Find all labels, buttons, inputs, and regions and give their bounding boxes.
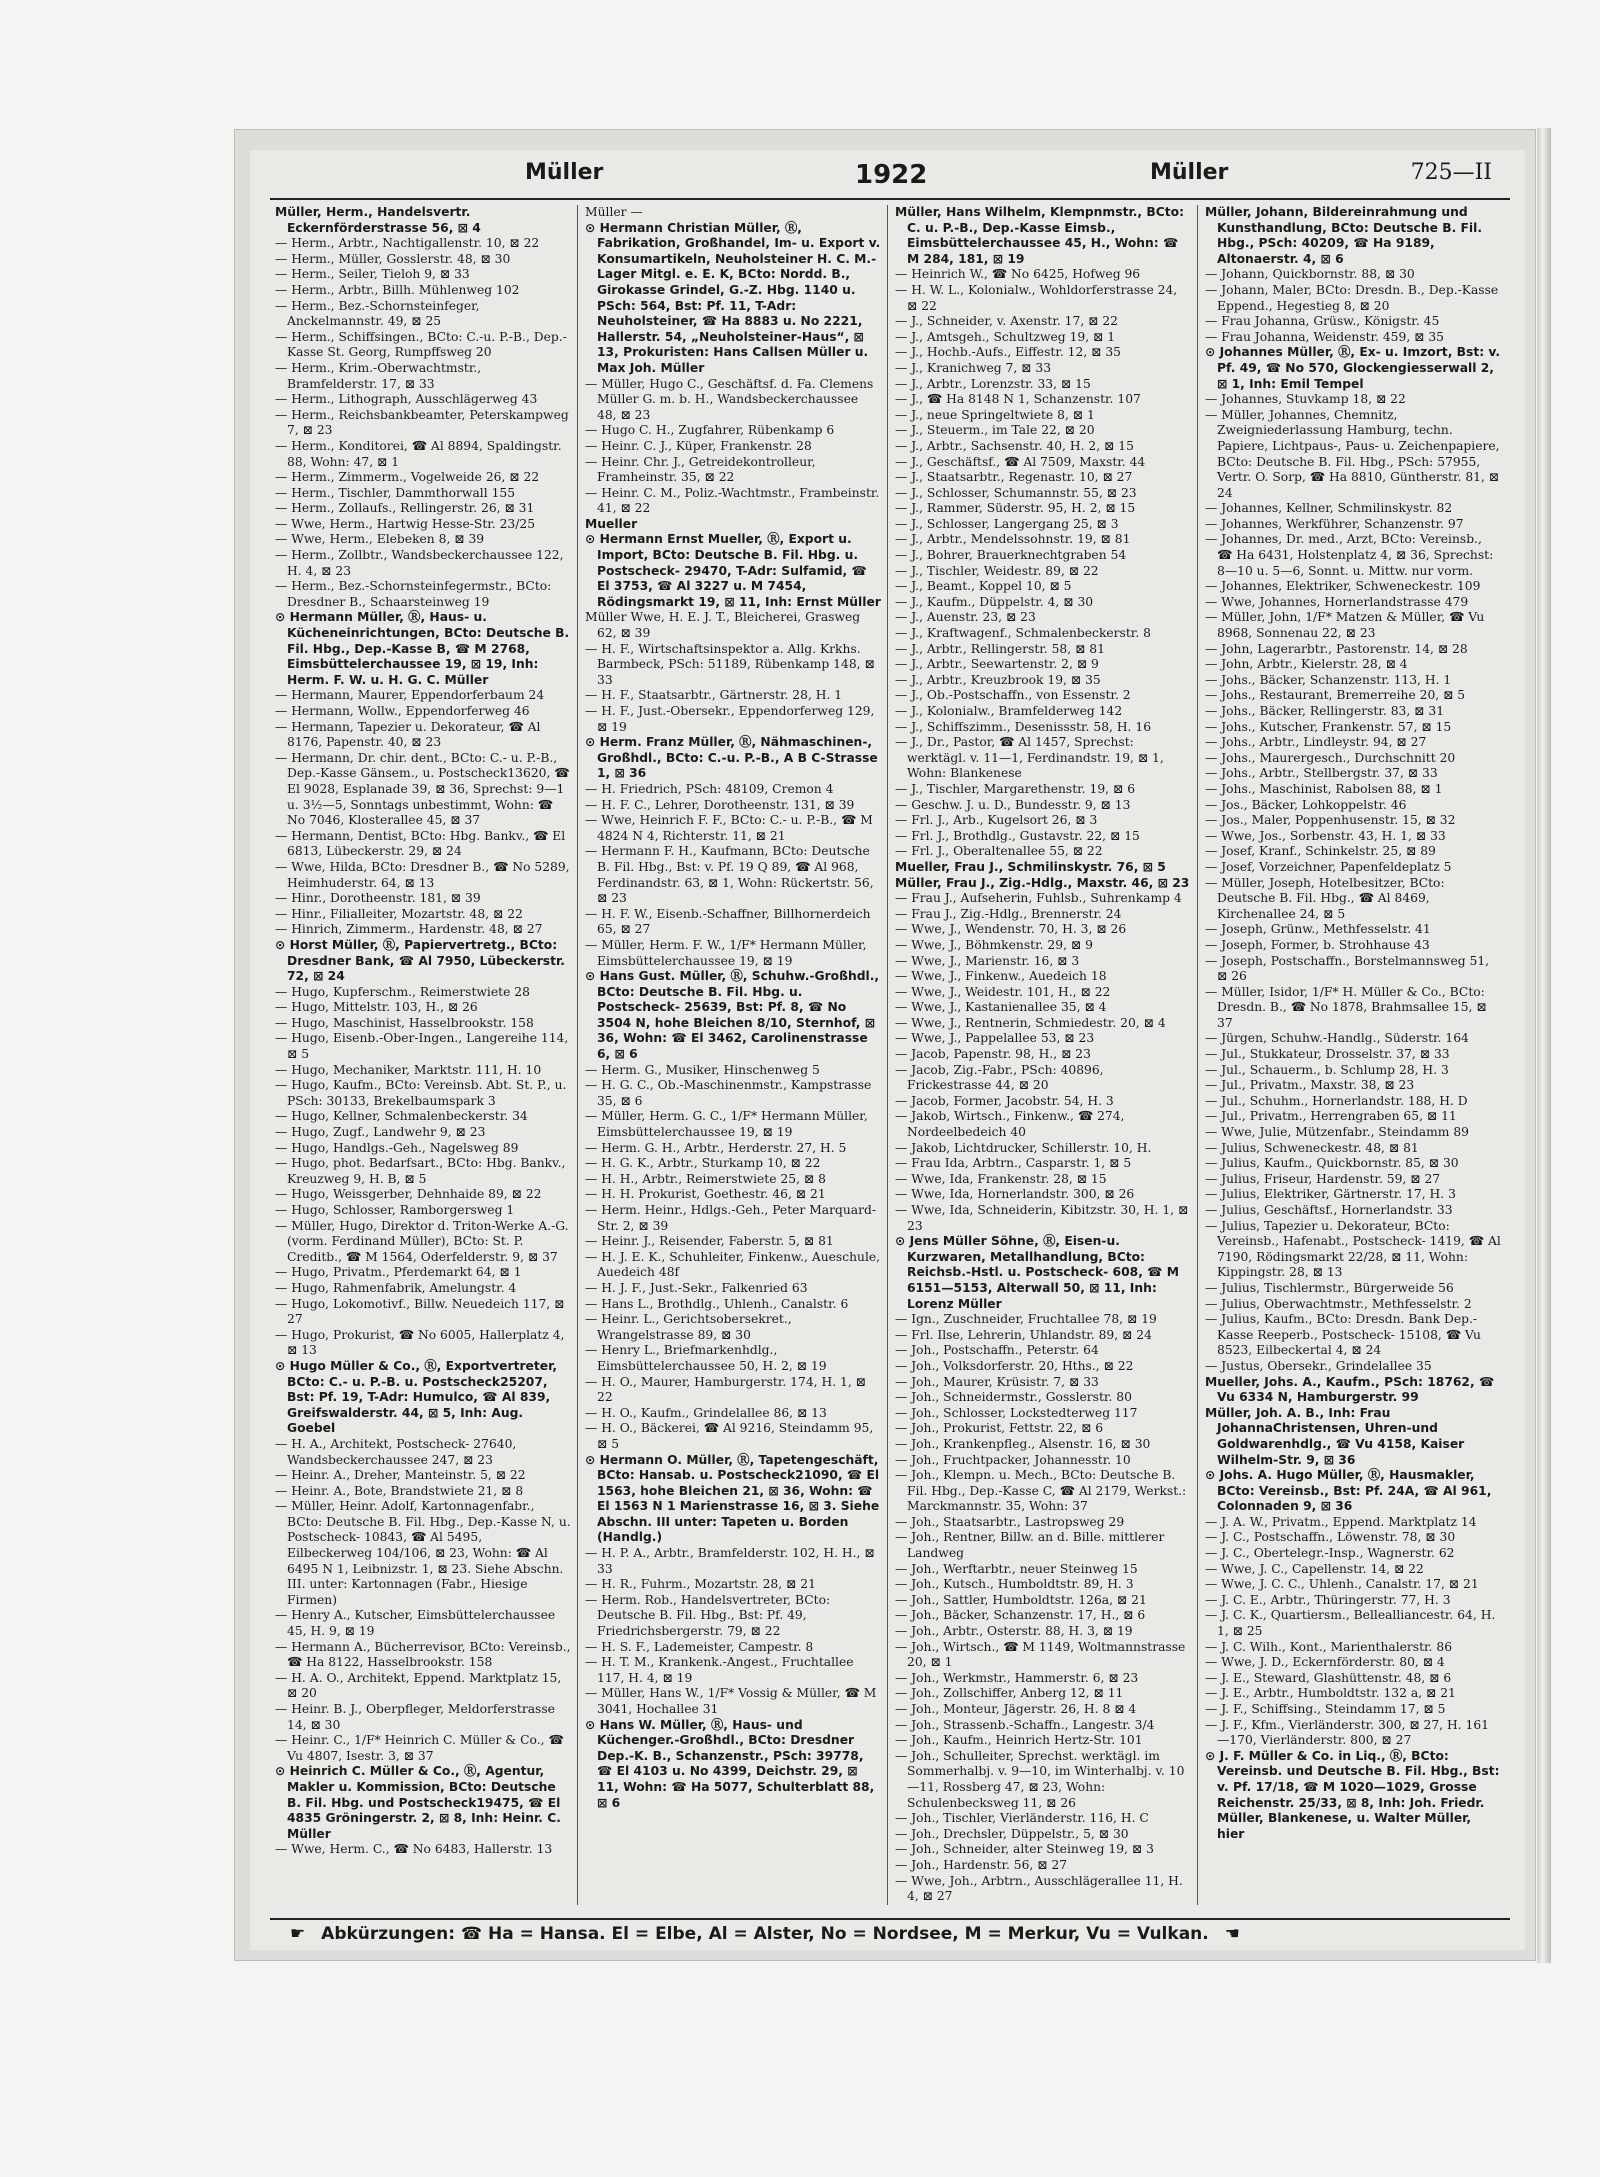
directory-entry: — Jul., Stukkateur, Drosselstr. 37, ⊠ 33 bbox=[1205, 1047, 1450, 1062]
directory-entry: ⊙ Hans W. Müller, Ⓡ, Haus- und Küchenger.-Großhdl., BCto: Dresdner Dep.-K. B., Schanzenstr., PSch: 39778, ☎ El 4103 u. No 4399, Deichstr. 29, ⊠ 11, Wohn: ☎ Ha 5077, Schulterblatt 88, ⊠ 6 bbox=[585, 1717, 875, 1810]
directory-entry: — Herm., Bez.-Schornsteinfegermstr., BCto: Dresdner B., Schaarsteinweg 19 bbox=[275, 579, 552, 609]
directory-entry: — Hermann F. H., Kaufmann, BCto: Deutsche B. Fil. Hbg., Bst: v. Pf. 19 Q 89, ☎ Al 968, Ferdinandstr. 63, ⊠ 1, Wohn: Rückertstr. 56, ⊠ 23 bbox=[585, 844, 874, 906]
directory-entry: — J., Schlosser, Langergang 25, ⊠ 3 bbox=[895, 516, 1119, 531]
directory-entry: — Herm. G., Musiker, Hinschenweg 5 bbox=[585, 1062, 820, 1077]
directory-entry: — H. A. O., Architekt, Eppend. Marktplatz 15, ⊠ 20 bbox=[275, 1670, 562, 1701]
directory-entry: — Jul., Schuhm., Hornerlandstr. 188, H. D bbox=[1205, 1093, 1468, 1108]
page-header bbox=[270, 160, 1510, 196]
directory-entry: — Hugo, Mittelstr. 103, H., ⊠ 26 bbox=[275, 1000, 478, 1015]
directory-column-1 bbox=[275, 205, 571, 1905]
directory-entry: — Herm., Müller, Gosslerstr. 48, ⊠ 30 bbox=[275, 251, 511, 266]
directory-entry: — Wwe, Herm., Elebeken 8, ⊠ 39 bbox=[275, 532, 485, 547]
directory-entry: — Herm., Konditorei, ☎ Al 8894, Spaldingstr. 88, Wohn: 47, ⊠ 1 bbox=[275, 438, 562, 469]
directory-entry: — H. A., Architekt, Postscheck- 27640, Wandsbeckerchaussee 247, ⊠ 23 bbox=[275, 1436, 517, 1467]
directory-entry: — H. T. M., Krankenk.-Angest., Fruchtallee 117, H. 4, ⊠ 19 bbox=[585, 1655, 854, 1685]
directory-entry: — Frau J., Zig.-Hdlg., Brennerstr. 24 bbox=[895, 906, 1122, 921]
directory-entry: — Hugo, Lokomotivf., Billw. Neuedeich 117, ⊠ 27 bbox=[275, 1296, 565, 1327]
directory-entry: — Johs., Arbtr., Lindleystr. 94, ⊠ 27 bbox=[1205, 735, 1427, 750]
directory-entry: — Johannes, Stuvkamp 18, ⊠ 22 bbox=[1205, 392, 1406, 407]
directory-entry: — J., Kranichweg 7, ⊠ 33 bbox=[895, 360, 1052, 375]
directory-entry: — Johs., Maurergesch., Durchschnitt 20 bbox=[1205, 750, 1456, 765]
directory-entry: — Joh., Prokurist, Fettstr. 22, ⊠ 6 bbox=[895, 1421, 1104, 1436]
directory-entry: — Hugo, Mechaniker, Marktstr. 111, H. 10 bbox=[275, 1062, 542, 1077]
directory-entry: ⊙ Horst Müller, Ⓡ, Papiervertretg., BCto: Dresdner Bank, ☎ Al 7950, Lübeckerstr. 72, ⊠ 24 bbox=[275, 937, 565, 984]
abbreviations-footer bbox=[270, 1918, 1510, 1948]
directory-entry: — Julius, Elektriker, Gärtnerstr. 17, H. 3 bbox=[1205, 1187, 1456, 1202]
directory-entry: — Herm., Reichsbankbeamter, Peterskampweg 7, ⊠ 23 bbox=[275, 407, 569, 438]
directory-entry: — Hugo, Zugf., Landwehr 9, ⊠ 23 bbox=[275, 1125, 486, 1140]
directory-entry: — Müller, Hugo C., Geschäftsf. d. Fa. Clemens Müller G. m. b. H., Wandsbeckerchaussee 48, ⊠ 23 bbox=[585, 376, 874, 422]
directory-entry: Müller, Herm., Handelsvertr. Eckernförderstrasse 56, ⊠ 4 bbox=[275, 205, 481, 235]
directory-entry: — Frau Ida, Arbtrn., Casparstr. 1, ⊠ 5 bbox=[895, 1156, 1132, 1171]
directory-entry: — Hinr., Filialleiter, Mozartstr. 48, ⊠ 22 bbox=[275, 906, 523, 921]
directory-columns bbox=[275, 205, 1505, 1910]
directory-entry: — Herm. Rob., Handelsvertreter, BCto: Deutsche B. Fil. Hbg., Bst: Pf. 49, Friedrichsbergerstr. 79, ⊠ 22 bbox=[585, 1592, 831, 1639]
directory-entry: — Julius, Kaufm., Quickbornstr. 85, ⊠ 30 bbox=[1205, 1156, 1459, 1171]
directory-entry: — Herm., Zimmerm., Vogelweide 26, ⊠ 22 bbox=[275, 470, 540, 485]
directory-entry: — Hans L., Brothdlg., Uhlenh., Canalstr. 6 bbox=[585, 1296, 849, 1311]
directory-entry: — Johs., Restaurant, Bremerreihe 20, ⊠ 5 bbox=[1205, 688, 1466, 703]
directory-entry: Mueller bbox=[585, 516, 638, 531]
directory-entry: — Müller, Hans W., 1/F* Vossig & Müller, ☎ M 3041, Hochallee 31 bbox=[585, 1686, 877, 1716]
directory-entry: — J., Arbtr., Kreuzbrook 19, ⊠ 35 bbox=[895, 672, 1101, 687]
directory-entry: — Joh., Wirtsch., ☎ M 1149, Woltmannstrasse 20, ⊠ 1 bbox=[895, 1639, 1186, 1670]
directory-entry: — H. S. F., Lademeister, Campestr. 8 bbox=[585, 1639, 814, 1654]
directory-entry: — J. E., Arbtr., Humboldtstr. 132 a, ⊠ 21 bbox=[1205, 1686, 1456, 1701]
directory-entry: — H. F., Wirtschaftsinspektor a. Allg. Krkhs. Barmbeck, PSch: 51189, Rübenkamp 148, ⊠ 33 bbox=[585, 641, 875, 687]
directory-entry: — Heinr. C. J., Küper, Frankenstr. 28 bbox=[585, 438, 812, 453]
column-divider bbox=[887, 205, 888, 1905]
directory-entry: — Frau Johanna, Weidenstr. 459, ⊠ 35 bbox=[1205, 329, 1445, 344]
directory-entry: — J., Ob.-Postschaffn., von Essenstr. 2 bbox=[895, 688, 1131, 703]
directory-entry: — J. C., Postschaffn., Löwenstr. 78, ⊠ 30 bbox=[1205, 1530, 1456, 1545]
directory-entry: — Josef, Kranf., Schinkelstr. 25, ⊠ 89 bbox=[1205, 844, 1436, 859]
directory-entry: — Heinr. A., Dreher, Manteinstr. 5, ⊠ 22 bbox=[275, 1468, 526, 1483]
directory-entry: — Joh., Schulleiter, Sprechst. werktägl. im Sommerhalbj. v. 9—10, im Winterhalbj. v. 10—11, Rossberg 47, ⊠ 23, Wohn: Schulenbecksweg 11, ⊠ 26 bbox=[895, 1748, 1185, 1810]
directory-entry: ⊙ Heinrich C. Müller & Co., Ⓡ, Agentur, Makler u. Kommission, BCto: Deutsche B. Fil. Hbg. und Postscheck19475, ☎ El 4835 Gröningerstr. 2, ⊠ 8, Inh: Heinr. C. Müller bbox=[275, 1764, 561, 1841]
directory-column-3 bbox=[895, 205, 1191, 1905]
directory-entry: ⊙ Johannes Müller, Ⓡ, Ex- u. Imzort, Bst: v. Pf. 49, ☎ No 570, Glockengiesserwall 2, ⊠ 1, Inh: Emil Tempel bbox=[1205, 345, 1501, 391]
directory-entry: — Joh., Drechsler, Düppelstr., 5, ⊠ 30 bbox=[895, 1826, 1129, 1841]
directory-entry: — Hermann A., Bücherrevisor, BCto: Vereinsb., ☎ Ha 8122, Hasselbrookstr. 158 bbox=[275, 1639, 571, 1670]
directory-entry: ⊙ Hermann O. Müller, Ⓡ, Tapetengeschäft, BCto: Hansab. u. Postscheck21090, ☎ El 1563, hohe Bleichen 21, ⊠ 36, Wohn: ☎ El 1563 N 1 Marienstrasse 16, ⊠ 3. Siehe Abschn. III unter: Tapeten u. Borden (Handlg.) bbox=[585, 1452, 880, 1545]
directory-entry: ⊙ Herm. Franz Müller, Ⓡ, Nähmaschinen-, Großhdl., BCto: C.-u. P.-B., A B C-Strasse 1, ⊠ 36 bbox=[585, 735, 878, 781]
directory-entry: — J., Arbtr., Sachsenstr. 40, H. 2, ⊠ 15 bbox=[895, 438, 1134, 453]
directory-entry: — H. O., Kaufm., Grindelallee 86, ⊠ 13 bbox=[585, 1405, 827, 1420]
directory-entry: — Müller, Johannes, Chemnitz, Zweigniederlassung Hamburg, techn. Papiere, Lichtpaus-, Paus- u. Zeichenpapiere, BCto: Deutsche B. Fil. Hbg., PSch: 57955, Vertr. O. Sorp, ☎ Ha 8810, Güntherstr. 81, ⊠ 24 bbox=[1205, 407, 1500, 500]
directory-entry: — Ign., Zuschneider, Fruchtallee 78, ⊠ 19 bbox=[895, 1312, 1157, 1327]
directory-entry: — Heinr. C., 1/F* Heinrich C. Müller & Co., ☎ Vu 4807, Isestr. 3, ⊠ 37 bbox=[275, 1733, 564, 1763]
directory-entry: — J. C. Wilh., Kont., Marienthalerstr. 86 bbox=[1205, 1639, 1453, 1654]
directory-entry: — J., Schlosser, Schumannstr. 55, ⊠ 23 bbox=[895, 485, 1137, 500]
directory-entry: — Müller, Herm. G. C., 1/F* Hermann Müller, Eimsbüttelerchaussee 19, ⊠ 19 bbox=[585, 1109, 868, 1140]
directory-entry: — J., Arbtr., Seewartenstr. 2, ⊠ 9 bbox=[895, 657, 1099, 672]
directory-entry: Mueller, Johs. A., Kaufm., PSch: 18762, ☎ Vu 6334 N, Hamburgerstr. 99 bbox=[1205, 1374, 1495, 1405]
directory-entry: — Herm. Heinr., Hdlgs.-Geh., Peter Marquard-Str. 2, ⊠ 39 bbox=[585, 1203, 877, 1233]
directory-entry: — Heinr. Chr. J., Getreidekontrolleur, Framheinstr. 35, ⊠ 22 bbox=[585, 454, 816, 485]
directory-entry: — J., Schneider, v. Axenstr. 17, ⊠ 22 bbox=[895, 314, 1118, 329]
directory-entry: — Joh., Kaufm., Heinrich Hertz-Str. 101 bbox=[895, 1733, 1143, 1748]
directory-entry: — Herm., Lithograph, Ausschlägerweg 43 bbox=[275, 392, 538, 407]
directory-entry: — Hugo, Kupferschm., Reimerstwiete 28 bbox=[275, 984, 530, 999]
directory-entry: — J., Geschäftsf., ☎ Al 7509, Maxstr. 44 bbox=[895, 454, 1146, 469]
directory-entry: — John, Lagerarbtr., Pastorenstr. 14, ⊠ 28 bbox=[1205, 641, 1468, 656]
directory-entry: — Johannes, Kellner, Schmilinskystr. 82 bbox=[1205, 501, 1453, 516]
directory-entry: — Hugo, Schlosser, Ramborgersweg 1 bbox=[275, 1203, 515, 1217]
directory-entry: — H. Friedrich, PSch: 48109, Cremon 4 bbox=[585, 781, 834, 796]
directory-entry: — Joh., Bäcker, Schanzenstr. 17, H., ⊠ 6 bbox=[895, 1608, 1146, 1623]
directory-entry: — Herm. G. H., Arbtr., Herderstr. 27, H. 5 bbox=[585, 1140, 847, 1155]
directory-entry: — Hugo, Kaufm., BCto: Vereinsb. Abt. St. P., u. PSch: 30133, Brekelbaumspark 3 bbox=[275, 1078, 567, 1108]
directory-entry: Mueller, Frau J., Schmilinskystr. 76, ⊠ 5 bbox=[895, 859, 1166, 874]
directory-entry: — J., Amtsgeh., Schultzweg 19, ⊠ 1 bbox=[895, 329, 1116, 344]
directory-entry: — Jürgen, Schuhw.-Handlg., Süderstr. 164 bbox=[1205, 1031, 1469, 1046]
directory-entry: — J., Tischler, Weidestr. 89, ⊠ 22 bbox=[895, 563, 1099, 578]
directory-entry: — Julius, Oberwachtmstr., Methfesselstr. 2 bbox=[1205, 1296, 1472, 1311]
directory-entry: — Heinrich W., ☎ No 6425, Hofweg 96 bbox=[895, 267, 1141, 282]
directory-entry: — Heinr. L., Gerichtsobersekret., Wrangelstrasse 89, ⊠ 30 bbox=[585, 1312, 792, 1342]
directory-entry: — Herm., Krim.-Oberwachtmstr., Bramfelderstr. 17, ⊠ 33 bbox=[275, 360, 482, 391]
directory-entry: — H. P. A., Arbtr., Bramfelderstr. 102, H. H., ⊠ 33 bbox=[585, 1546, 875, 1576]
directory-entry: — H. J. E. K., Schuhleiter, Finkenw., Aueschule, Auedeich 48f bbox=[585, 1249, 881, 1280]
directory-entry: — J. C. K., Quartiersm., Bellealliancestr. 64, H. 1, ⊠ 25 bbox=[1205, 1608, 1496, 1639]
directory-entry: — Joseph, Grünw., Methfesselstr. 41 bbox=[1205, 922, 1431, 937]
directory-entry: — J. C., Obertelegr.-Insp., Wagnerstr. 62 bbox=[1205, 1546, 1455, 1561]
directory-entry: — Wwe, J., Rentnerin, Schmiedestr. 20, ⊠ 4 bbox=[895, 1015, 1166, 1030]
directory-entry: — Henry A., Kutscher, Eimsbüttelerchaussee 45, H. 9, ⊠ 19 bbox=[275, 1608, 556, 1639]
directory-entry: — Hinrich, Zimmerm., Hardenstr. 48, ⊠ 27 bbox=[275, 922, 543, 937]
abbreviations-text: Abkürzungen: ☎ Ha = Hansa. El = Elbe, Al = Alster, No = Nordsee, M = Merkur, Vu = Vulkan. bbox=[321, 1924, 1209, 1944]
directory-entry: — Wwe, J., Finkenw., Auedeich 18 bbox=[895, 969, 1107, 984]
directory-entry: — Hinr., Dorotheenstr. 181, ⊠ 39 bbox=[275, 891, 481, 906]
directory-entry: — Jacob, Zig.-Fabr., PSch: 40896, Frickestrasse 44, ⊠ 20 bbox=[895, 1062, 1104, 1093]
directory-entry: Müller, Frau J., Zig.-Hdlg., Maxstr. 46, ⊠ 23 bbox=[895, 875, 1190, 890]
directory-entry: — Josef, Vorzeichner, Papenfeldeplatz 5 bbox=[1205, 859, 1452, 874]
directory-entry: — Wwe, J., Böhmkenstr. 29, ⊠ 9 bbox=[895, 937, 1093, 952]
directory-entry: — Julius, Geschäftsf., Hornerlandstr. 33 bbox=[1205, 1203, 1453, 1217]
directory-entry: — Wwe, Jos., Sorbenstr. 43, H. 1, ⊠ 33 bbox=[1205, 828, 1446, 843]
directory-entry: — J., Arbtr., Mendelssohnstr. 19, ⊠ 81 bbox=[895, 532, 1131, 547]
directory-entry: — Heinr. J., Reisender, Faberstr. 5, ⊠ 81 bbox=[585, 1234, 834, 1249]
directory-entry: — Johs., Bäcker, Schanzenstr. 113, H. 1 bbox=[1205, 672, 1452, 687]
directory-entry: — J. F., Schiffsing., Steindamm 17, ⊠ 5 bbox=[1205, 1702, 1446, 1716]
directory-entry: — J., Kaufm., Düppelstr. 4, ⊠ 30 bbox=[895, 594, 1094, 609]
directory-entry: — Julius, Tischlermstr., Bürgerweide 56 bbox=[1205, 1280, 1454, 1295]
directory-entry: — J. F., Kfm., Vierländerstr. 300, ⊠ 27, H. 161—170, Vierländerstr. 800, ⊠ 27 bbox=[1205, 1717, 1490, 1748]
directory-entry: — Joh., Kutsch., Humboldtstr. 89, H. 3 bbox=[895, 1577, 1134, 1592]
directory-entry: — Justus, Obersekr., Grindelallee 35 bbox=[1205, 1358, 1432, 1373]
directory-entry: — Joh., Klempn. u. Mech., BCto: Deutsche B. Fil. Hbg., Dep.-Kasse C, ☎ Al 2179, Werkst.: Marckmannstr. 35, Wohn: 37 bbox=[895, 1468, 1187, 1514]
directory-entry: — Müller, Hugo, Direktor d. Triton-Werke A.-G. (vorm. Ferdinand Müller), BCto: St. P. Creditb., ☎ M 1564, Oderfelderstr. 9, ⊠ 37 bbox=[275, 1218, 569, 1264]
directory-entry: — Herm., Bez.-Schornsteinfeger, Anckelmannstr. 49, ⊠ 25 bbox=[275, 298, 480, 329]
directory-entry: — Joh., Sattler, Humboldtstr. 126a, ⊠ 21 bbox=[895, 1592, 1147, 1607]
directory-entry: — Wwe, J., Wendenstr. 70, H. 3, ⊠ 26 bbox=[895, 922, 1127, 937]
directory-entry: — J., Kolonialw., Bramfelderweg 142 bbox=[895, 704, 1123, 718]
directory-entry: — J., Beamt., Koppel 10, ⊠ 5 bbox=[895, 579, 1072, 594]
directory-entry: — H. F., Staatsarbtr., Gärtnerstr. 28, H. 1 bbox=[585, 688, 843, 703]
directory-entry: — Joh., Staatsarbtr., Lastropsweg 29 bbox=[895, 1514, 1125, 1529]
directory-entry: — Joh., Werkmstr., Hammerstr. 6, ⊠ 23 bbox=[895, 1670, 1139, 1685]
header-right-name: Müller bbox=[1150, 160, 1229, 185]
directory-entry: — Joh., Monteur, Jägerstr. 26, H. 8 ⊠ 4 bbox=[895, 1702, 1137, 1716]
directory-entry: — J., Auenstr. 23, ⊠ 23 bbox=[895, 610, 1036, 625]
directory-entry: — Frl. Ilse, Lehrerin, Uhlandstr. 89, ⊠ 24 bbox=[895, 1327, 1152, 1342]
directory-entry: — Johs., Kutscher, Frankenstr. 57, ⊠ 15 bbox=[1205, 719, 1452, 734]
directory-entry: — J., Rammer, Süderstr. 95, H. 2, ⊠ 15 bbox=[895, 501, 1136, 516]
directory-entry: — J., Steuerm., im Tale 22, ⊠ 20 bbox=[895, 423, 1095, 438]
directory-entry: — Herm., Seiler, Tieloh 9, ⊠ 33 bbox=[275, 267, 470, 282]
directory-entry: — H. J. F., Just.-Sekr., Falkenried 63 bbox=[585, 1280, 808, 1295]
directory-entry: ⊙ J. F. Müller & Co. in Liq., Ⓡ, BCto: Vereinsb. und Deutsche B. Fil. Hbg., Bst: v. Pf. 17/18, ☎ M 1020—1029, Grosse Reichenstr. 25/33, ⊠ 8, Inh: Joh. Friedr. Müller, Blankenese, u. Walter Müller, hier bbox=[1205, 1748, 1500, 1841]
directory-entry: — Joh., Fruchtpacker, Johannesstr. 10 bbox=[895, 1452, 1131, 1467]
directory-entry: — H. H., Arbtr., Reimerstwiete 25, ⊠ 8 bbox=[585, 1171, 826, 1186]
header-rule bbox=[270, 198, 1510, 200]
directory-entry: — J. A. W., Privatm., Eppend. Marktplatz 14 bbox=[1205, 1514, 1477, 1529]
directory-entry: — Johs., Bäcker, Rellingerstr. 83, ⊠ 31 bbox=[1205, 704, 1445, 718]
directory-entry: Müller, Hans Wilhelm, Klempnmstr., BCto: C. u. P.-B., Dep.-Kasse Eimsb., Eimsbüttelerchaussee 45, H., Wohn: ☎ M 284, 181, ⊠ 19 bbox=[895, 205, 1185, 266]
directory-entry: — Hermann, Dr. chir. dent., BCto: C.- u. P.-B., Dep.-Kasse Gänsem., u. Postscheck13620, ☎ El 9028, Esplanade 39, ⊠ 36, Sprechst: 9—1 u. 3½—5, Sonntags unbestimmt, Wohn: ☎ No 7046, Klosterallee 45, ⊠ 37 bbox=[275, 750, 570, 828]
directory-entry: — Jacob, Papenstr. 98, H., ⊠ 23 bbox=[895, 1047, 1091, 1062]
directory-column-2 bbox=[585, 205, 881, 1905]
directory-entry: — Herm., Schiffsingen., BCto: C.-u. P.-B., Dep.-Kasse St. Georg, Rumpffsweg 20 bbox=[275, 329, 567, 360]
directory-entry: — Joh., Schneider, alter Steinweg 19, ⊠ 3 bbox=[895, 1842, 1154, 1857]
directory-entry: — Heinr. A., Bote, Brandstwiete 21, ⊠ 8 bbox=[275, 1483, 524, 1498]
directory-entry: — J., Tischler, Margarethenstr. 19, ⊠ 6 bbox=[895, 781, 1136, 796]
directory-entry: — Johs., Maschinist, Rabolsen 88, ⊠ 1 bbox=[1205, 781, 1443, 796]
directory-entry: — H. F. W., Eisenb.-Schaffner, Billhornerdeich 65, ⊠ 27 bbox=[585, 906, 871, 937]
directory-entry: — Johannes, Dr. med., Arzt, BCto: Vereinsb., ☎ Ha 6431, Holstenplatz 4, ⊠ 36, Sprechst: 8—10 u. 5—6, Sonnt. u. Mittw. nur vorm. bbox=[1205, 532, 1494, 578]
directory-entry: — Müller, Isidor, 1/F* H. Müller & Co., BCto: Dresdn. B., ☎ No 1878, Brahmsallee 15, ⊠ 37 bbox=[1205, 984, 1487, 1030]
directory-entry: — Hugo, Kellner, Schmalenbeckerstr. 34 bbox=[275, 1109, 528, 1124]
directory-entry: — Wwe, Ida, Frankenstr. 28, ⊠ 15 bbox=[895, 1171, 1107, 1186]
directory-entry: — J., Staatsarbtr., Regenastr. 10, ⊠ 27 bbox=[895, 470, 1133, 485]
directory-entry: — J., Arbtr., Rellingerstr. 58, ⊠ 81 bbox=[895, 641, 1105, 656]
directory-entry: — H. O., Maurer, Hamburgerstr. 174, H. 1, ⊠ 22 bbox=[585, 1374, 866, 1405]
directory-entry: — Jacob, Former, Jacobstr. 54, H. 3 bbox=[895, 1093, 1114, 1108]
directory-entry: — Heinr. C. M., Poliz.-Wachtmstr., Frambeinstr. 41, ⊠ 22 bbox=[585, 485, 880, 516]
directory-entry: — Joh., Zollschiffer, Anberg 12, ⊠ 11 bbox=[895, 1686, 1124, 1701]
directory-entry: — Müller, John, 1/F* Matzen & Müller, ☎ Vu 8968, Sonnenau 22, ⊠ 23 bbox=[1205, 610, 1485, 641]
column-divider bbox=[1197, 205, 1198, 1905]
directory-entry: ⊙ Hermann Ernst Mueller, Ⓡ, Export u. Import, BCto: Deutsche B. Fil. Hbg. u. Postscheck- 29470, T-Adr: Sulfamid, ☎ El 3753, ☎ Al 3227 u. M 7454, Rödingsmarkt 19, ⊠ 11, Inh: Ernst Müller bbox=[585, 532, 881, 609]
column-divider bbox=[577, 205, 578, 1905]
directory-entry: — H. W. L., Kolonialw., Wohldorferstrasse 24, ⊠ 22 bbox=[895, 282, 1178, 313]
directory-entry: — Julius, Kaufm., BCto: Dresdn. Bank Dep.-Kasse Reeperb., Postscheck- 15108, ☎ Vu 8523, Eilbeckertal 4, ⊠ 24 bbox=[1205, 1312, 1481, 1358]
directory-entry: — Frau J., Aufseherin, Fuhlsb., Suhrenkamp 4 bbox=[895, 891, 1182, 906]
directory-entry: — J., ☎ Ha 8148 N 1, Schanzenstr. 107 bbox=[895, 392, 1141, 407]
directory-entry: Müller — bbox=[585, 205, 643, 219]
directory-entry: ⊙ Hugo Müller & Co., Ⓡ, Exportvertreter, BCto: C.- u. P.-B. u. Postscheck25207, Bst: Pf. 19, T-Adr: Humulco, ☎ Al 839, Greifswalderstr. 44, ⊠ 5, Inh: Aug. Goebel bbox=[275, 1358, 557, 1436]
directory-entry: — Wwe, Joh., Arbtrn., Ausschlägerallee 11, H. 4, ⊠ 27 bbox=[895, 1873, 1183, 1904]
directory-entry: — Joh., Tischler, Vierländerstr. 116, H. C bbox=[895, 1811, 1149, 1826]
directory-entry: — J., Arbtr., Lorenzstr. 33, ⊠ 15 bbox=[895, 376, 1091, 391]
directory-entry: — Jul., Schauerm., b. Schlump 28, H. 3 bbox=[1205, 1062, 1449, 1077]
directory-entry: — Wwe, Herm. C., ☎ No 6483, Hallerstr. 13 bbox=[275, 1842, 553, 1857]
pointing-hand-icon: ☛ bbox=[290, 1924, 306, 1944]
directory-entry: — Jul., Privatm., Maxstr. 38, ⊠ 23 bbox=[1205, 1078, 1415, 1093]
directory-column-4 bbox=[1205, 205, 1501, 1905]
directory-entry: Müller Wwe, H. E. J. T., Bleicherei, Grasweg 62, ⊠ 39 bbox=[585, 610, 861, 641]
directory-entry: — Johann, Maler, BCto: Dresdn. B., Dep.-Kasse Eppend., Hegestieg 8, ⊠ 20 bbox=[1205, 282, 1499, 313]
directory-entry: — Wwe, Hilda, BCto: Dresdner B., ☎ No 5289, Heimhuderstr. 64, ⊠ 13 bbox=[275, 859, 570, 890]
directory-entry: — Heinr. B. J., Oberpfleger, Meldorferstrasse 14, ⊠ 30 bbox=[275, 1702, 555, 1732]
directory-entry: — Wwe, J. C. C., Uhlenh., Canalstr. 17, ⊠ 21 bbox=[1205, 1577, 1479, 1592]
directory-entry: — Hugo, Rahmenfabrik, Amelungstr. 4 bbox=[275, 1280, 517, 1295]
header-left-name: Müller bbox=[525, 160, 604, 185]
directory-entry: — Müller, Heinr. Adolf, Kartonnagenfabr., BCto: Deutsche B. Fil. Hbg., Dep.-Kasse N, u. Postscheck- 10843, ☎ Al 5495, Eilbeckerweg 104/106, ⊠ 23, Wohn: ☎ Al 6495 N 1, Leibnizstr. 1, ⊠ 23. Siehe Abschn. III. unter: Kartonnagen (Fabr., Hiesige Firmen) bbox=[275, 1499, 571, 1607]
directory-entry: — Wwe, Heinrich F. F., BCto: C.- u. P.-B., ☎ M 4824 N 4, Richterstr. 11, ⊠ 21 bbox=[585, 813, 873, 843]
header-year: 1922 bbox=[855, 160, 928, 190]
page-number: 725—II bbox=[1410, 160, 1492, 185]
directory-entry: — Joh., Postschaffn., Peterstr. 64 bbox=[895, 1343, 1099, 1358]
page-edge bbox=[1537, 128, 1551, 1963]
directory-entry: — Wwe, J., Kastanienallee 35, ⊠ 4 bbox=[895, 1000, 1107, 1015]
directory-entry: — H. O., Bäckerei, ☎ Al 9216, Steindamm 95, ⊠ 5 bbox=[585, 1421, 874, 1451]
directory-entry: — Johannes, Elektriker, Schweneckestr. 109 bbox=[1205, 579, 1481, 594]
directory-entry: — Julius, Tapezier u. Dekorateur, BCto: Vereinsb., Hafenabt., Postscheck- 1419, ☎ Al 7190, Rödingsmarkt 22/28, ⊠ 11, Wohn: Kippingstr. 28, ⊠ 13 bbox=[1205, 1218, 1501, 1280]
directory-entry: — H. G. C., Ob.-Maschinenmstr., Kampstrasse 35, ⊠ 6 bbox=[585, 1078, 872, 1108]
directory-entry: — Wwe, J., Weidestr. 101, H., ⊠ 22 bbox=[895, 984, 1111, 999]
directory-entry: — Hermann, Tapezier u. Dekorateur, ☎ Al 8176, Papenstr. 40, ⊠ 23 bbox=[275, 719, 541, 750]
directory-entry: — Hugo C. H., Zugfahrer, Rübenkamp 6 bbox=[585, 423, 835, 438]
directory-entry: — Jos., Maler, Poppenhusenstr. 15, ⊠ 32 bbox=[1205, 813, 1456, 828]
directory-entry: — Wwe, Julie, Mützenfabr., Steindamm 89 bbox=[1205, 1125, 1469, 1140]
directory-entry: ⊙ Hermann Müller, Ⓡ, Haus- u. Kücheneinrichtungen, BCto: Deutsche B. Fil. Hbg., Dep.-Kasse B, ☎ M 2768, Eimsbüttelerchaussee 19, ⊠ 19, Inh: Herm. F. W. u. H. G. C. Müller bbox=[275, 610, 570, 687]
directory-entry: — Hugo, Privatm., Pferdemarkt 64, ⊠ 1 bbox=[275, 1265, 522, 1280]
directory-entry: — Frl. J., Oberaltenallee 55, ⊠ 22 bbox=[895, 844, 1103, 859]
directory-entry: — Joh., Schlosser, Lockstedterweg 117 bbox=[895, 1405, 1138, 1420]
directory-entry: — Joseph, Former, b. Strohhause 43 bbox=[1205, 937, 1430, 952]
directory-entry: — Wwe, Herm., Hartwig Hesse-Str. 23/25 bbox=[275, 516, 536, 531]
directory-entry: — Hermann, Dentist, BCto: Hbg. Bankv., ☎ El 6813, Lübeckerstr. 29, ⊠ 24 bbox=[275, 828, 566, 859]
directory-entry: ⊙ Hans Gust. Müller, Ⓡ, Schuhw.-Großhdl., BCto: Deutsche B. Fil. Hbg. u. Postscheck- 25639, Bst: Pf. 8, ☎ No 3504 N, hohe Bleichen 8/10, Sternhof, ⊠ 36, Wohn: ☎ El 3462, Carolinenstrasse 6, ⊠ 6 bbox=[585, 969, 880, 1062]
directory-entry: — Müller, Herm. F. W., 1/F* Hermann Müller, Eimsbüttelerchaussee 19, ⊠ 19 bbox=[585, 937, 867, 968]
directory-entry: — Joh., Rentner, Billw. an d. Bille. mittlerer Landweg bbox=[895, 1530, 1165, 1561]
directory-entry: — Herm., Zollbtr., Wandsbeckerchaussee 122, H. 4, ⊠ 23 bbox=[275, 548, 564, 578]
directory-entry: — H. H. Prokurist, Goethestr. 46, ⊠ 21 bbox=[585, 1187, 826, 1202]
directory-entry: — Joh., Krankenpfleg., Alsenstr. 16, ⊠ 30 bbox=[895, 1436, 1151, 1451]
directory-entry: — Hugo, Prokurist, ☎ No 6005, Hallerplatz 4, ⊠ 13 bbox=[275, 1327, 565, 1358]
directory-entry: — Julius, Friseur, Hardenstr. 59, ⊠ 27 bbox=[1205, 1171, 1441, 1186]
directory-entry: — H. F., Just.-Obersekr., Eppendorferweg 129, ⊠ 19 bbox=[585, 704, 875, 734]
directory-entry: — Joh., Volksdorferstr. 20, Hths., ⊠ 22 bbox=[895, 1358, 1134, 1373]
directory-entry: — J., Hochb.-Aufs., Eiffestr. 12, ⊠ 35 bbox=[895, 345, 1122, 360]
directory-entry: — Joseph, Postschaffn., Borstelmannsweg 51, ⊠ 26 bbox=[1205, 953, 1490, 984]
directory-entry: — Joh., Schneidermstr., Gosslerstr. 80 bbox=[895, 1390, 1132, 1405]
directory-entry: — Joh., Strassenb.-Schaffn., Langestr. 3/4 bbox=[895, 1717, 1155, 1732]
directory-entry: — Johann, Quickbornstr. 88, ⊠ 30 bbox=[1205, 267, 1415, 282]
directory-entry: — Jos., Bäcker, Lohkoppelstr. 46 bbox=[1205, 797, 1407, 812]
directory-entry: — Johannes, Werkführer, Schanzenstr. 97 bbox=[1205, 516, 1464, 531]
directory-entry: — J. C. E., Arbtr., Thüringerstr. 77, H. 3 bbox=[1205, 1592, 1451, 1607]
directory-entry: — Jul., Privatm., Herrengraben 65, ⊠ 11 bbox=[1205, 1109, 1457, 1124]
directory-entry: — Frl. J., Arb., Kugelsort 26, ⊠ 3 bbox=[895, 813, 1098, 828]
directory-entry: — Hugo, Weissgerber, Dehnhaide 89, ⊠ 22 bbox=[275, 1187, 542, 1202]
directory-entry: — Hermann, Wollw., Eppendorferweg 46 bbox=[275, 704, 530, 718]
directory-entry: Müller, Johann, Bildereinrahmung und Kunsthandlung, BCto: Deutsche B. Fil. Hbg., PSch: 40209, ☎ Ha 9189, Altonaerstr. 4, ⊠ 6 bbox=[1205, 205, 1483, 266]
directory-entry: — H. F. C., Lehrer, Dorotheenstr. 131, ⊠ 39 bbox=[585, 797, 855, 812]
directory-entry: — Hugo, Handlgs.-Geh., Nagelsweg 89 bbox=[275, 1140, 519, 1155]
pointing-hand-icon: ☚ bbox=[1224, 1924, 1240, 1944]
directory-entry: ⊙ Jens Müller Söhne, Ⓡ, Eisen-u. Kurzwaren, Metallhandlung, BCto: Reichsb.-Hstl. u. Postscheck- 608, ☎ M 6151—5153, Alterwall 50, ⊠ 11, Inh: Lorenz Müller bbox=[895, 1234, 1179, 1311]
directory-entry: ⊙ Johs. A. Hugo Müller, Ⓡ, Hausmakler, BCto: Vereinsb., Bst: Pf. 24A, ☎ Al 961, Colonnaden 9, ⊠ 36 bbox=[1205, 1468, 1492, 1514]
directory-entry: — Henry L., Briefmarkenhdlg., Eimsbüttelerchaussee 50, H. 2, ⊠ 19 bbox=[585, 1343, 827, 1373]
directory-entry: — Herm., Arbtr., Billh. Mühlenweg 102 bbox=[275, 282, 520, 297]
directory-entry: — Frau Johanna, Grüsw., Königstr. 45 bbox=[1205, 314, 1440, 329]
directory-entry: — Joh., Werftarbtr., neuer Steinweg 15 bbox=[895, 1561, 1138, 1576]
directory-entry: — Hermann, Maurer, Eppendorferbaum 24 bbox=[275, 688, 545, 703]
directory-entry: — Hugo, phot. Bedarfsart., BCto: Hbg. Bankv., Kreuzweg 9, H. B, ⊠ 5 bbox=[275, 1156, 566, 1186]
directory-entry: — Herm., Arbtr., Nachtigallenstr. 10, ⊠ 22 bbox=[275, 236, 540, 251]
directory-entry: — J., Dr., Pastor, ☎ Al 1457, Sprechst: werktägl. v. 11—1, Ferdinandstr. 19, ⊠ 1, Wohn: Blankenese bbox=[895, 735, 1164, 781]
directory-entry: — J., Kraftwagenf., Schmalenbeckerstr. 8 bbox=[895, 626, 1151, 641]
directory-entry: — J., Schiffszimm., Desenissstr. 58, H. 16 bbox=[895, 719, 1152, 734]
directory-entry: — Wwe, J., Marienstr. 16, ⊠ 3 bbox=[895, 953, 1080, 968]
directory-entry: — J., neue Springeltwiete 8, ⊠ 1 bbox=[895, 407, 1095, 422]
directory-entry: — Hugo, Eisenb.-Ober-Ingen., Langereihe 114, ⊠ 5 bbox=[275, 1031, 569, 1062]
directory-entry: — Joh., Hardenstr. 56, ⊠ 27 bbox=[895, 1857, 1068, 1872]
directory-entry: — Wwe, J., Pappelallee 53, ⊠ 23 bbox=[895, 1031, 1095, 1046]
directory-entry: — H. G. K., Arbtr., Sturkamp 10, ⊠ 22 bbox=[585, 1156, 821, 1171]
directory-entry: — Wwe, Johannes, Hornerlandstrasse 479 bbox=[1205, 594, 1469, 609]
directory-entry: — Frl. J., Brothdlg., Gustavstr. 22, ⊠ 15 bbox=[895, 828, 1140, 843]
directory-entry: — Jakob, Lichtdrucker, Schillerstr. 10, H. bbox=[895, 1140, 1152, 1155]
directory-entry: — Müller, Joseph, Hotelbesitzer, BCto: Deutsche B. Fil. Hbg., ☎ Al 8469, Kirchenallee 24, ⊠ 5 bbox=[1205, 875, 1445, 921]
directory-entry: — Wwe, Ida, Schneiderin, Kibitzstr. 30, H. 1, ⊠ 23 bbox=[895, 1203, 1189, 1233]
directory-entry: — Wwe, J. D., Eckernförderstr. 80, ⊠ 4 bbox=[1205, 1655, 1445, 1670]
directory-entry: — J. E., Steward, Glashüttenstr. 48, ⊠ 6 bbox=[1205, 1670, 1452, 1685]
directory-entry: ⊙ Hermann Christian Müller, Ⓡ, Fabrikation, Großhandel, Im- u. Export v. Konsumartikeln, Neuholsteiner H. C. M.-Lager Mitgl. e. E. K, BCto: Nordd. B., Girokasse Grindel, G.-Z. Hbg. 1140 u. PSch: 564, Bst: Pf. 11, T-Adr: Neuholsteiner, ☎ Ha 8883 u. No 2221, Hallerstr. 54, „Neuholsteiner-Haus“, ⊠ 13, Prokuristen: Hans Callsen Müller u. Max Joh. Müller bbox=[585, 220, 881, 375]
directory-entry: — Joh., Maurer, Krüsistr. 7, ⊠ 33 bbox=[895, 1374, 1099, 1389]
directory-entry: — Johs., Arbtr., Stellbergstr. 37, ⊠ 33 bbox=[1205, 766, 1438, 781]
directory-entry: — Wwe, J. C., Capellenstr. 14, ⊠ 22 bbox=[1205, 1561, 1424, 1576]
directory-entry: — Jakob, Wirtsch., Finkenw., ☎ 274, Nordeelbedeich 40 bbox=[895, 1109, 1125, 1140]
directory-entry: — J., Bohrer, Brauerknechtgraben 54 bbox=[895, 548, 1127, 563]
directory-entry: — John, Arbtr., Kielerstr. 28, ⊠ 4 bbox=[1205, 657, 1408, 672]
directory-entry: — Joh., Arbtr., Osterstr. 88, H. 3, ⊠ 19 bbox=[895, 1624, 1133, 1639]
directory-entry: — Herm., Zollaufs., Rellingerstr. 26, ⊠ 31 bbox=[275, 501, 535, 516]
directory-entry: — Geschw. J. u. D., Bundesstr. 9, ⊠ 13 bbox=[895, 797, 1131, 812]
directory-entry: — Julius, Schweneckestr. 48, ⊠ 81 bbox=[1205, 1140, 1419, 1155]
directory-entry: — Herm., Tischler, Dammthorwall 155 bbox=[275, 485, 516, 500]
directory-entry: — Wwe, Ida, Hornerlandstr. 300, ⊠ 26 bbox=[895, 1187, 1135, 1202]
directory-entry: — H. R., Fuhrm., Mozartstr. 28, ⊠ 21 bbox=[585, 1577, 816, 1592]
directory-entry: Müller, Joh. A. B., Inh: Frau JohannaChristensen, Uhren-und Goldwarenhdlg., ☎ Vu 4158, Kaiser Wilhelm-Str. 9, ⊠ 36 bbox=[1205, 1405, 1465, 1467]
directory-entry: — Hugo, Maschinist, Hasselbrookstr. 158 bbox=[275, 1015, 534, 1030]
